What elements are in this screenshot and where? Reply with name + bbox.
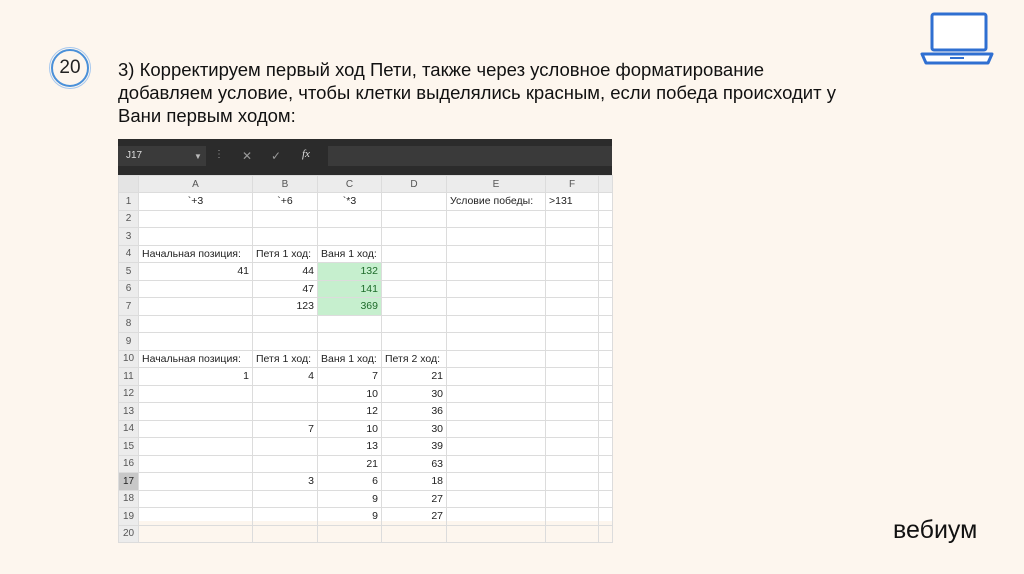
cell-b3[interactable] xyxy=(253,228,318,246)
cell-a2[interactable] xyxy=(139,210,253,228)
cell-b13[interactable] xyxy=(253,403,318,421)
cell-d1[interactable] xyxy=(382,193,447,211)
cell-a3[interactable] xyxy=(139,228,253,246)
enter-button[interactable]: ✓ xyxy=(271,149,282,163)
cell-g14[interactable] xyxy=(599,420,613,438)
cell-f11[interactable] xyxy=(546,368,599,386)
cell-g5[interactable] xyxy=(599,263,613,281)
cancel-button[interactable]: ✕ xyxy=(242,149,253,163)
table-row xyxy=(119,455,613,473)
slide-number-badge xyxy=(51,49,89,87)
cell-g18[interactable] xyxy=(599,490,613,508)
cell-g17[interactable] xyxy=(599,473,613,491)
table-row xyxy=(119,420,613,438)
table-row xyxy=(119,473,613,491)
cell-g16[interactable] xyxy=(599,455,613,473)
cell-e10[interactable] xyxy=(447,350,546,368)
cell-c10[interactable]: Ваня 1 ход: xyxy=(318,350,382,368)
cell-f5[interactable] xyxy=(546,263,599,281)
cell-b11[interactable]: 4 xyxy=(253,368,318,386)
table-row xyxy=(119,333,613,351)
cell-f20[interactable] xyxy=(546,525,599,543)
table-row xyxy=(119,368,613,386)
column-header-f[interactable]: F xyxy=(546,176,599,193)
cell-f16[interactable] xyxy=(546,455,599,473)
cell-d13[interactable]: 36 xyxy=(382,403,447,421)
cell-d4[interactable] xyxy=(382,245,447,263)
name-box-value: J17 xyxy=(126,150,143,161)
cell-d16[interactable]: 63 xyxy=(382,455,447,473)
cell-g13[interactable] xyxy=(599,403,613,421)
cell-c12[interactable]: 10 xyxy=(318,385,382,403)
cell-a15[interactable] xyxy=(139,438,253,456)
cell-b14[interactable]: 7 xyxy=(253,420,318,438)
cell-grid xyxy=(118,175,613,543)
cell-b2[interactable] xyxy=(253,210,318,228)
cell-g2[interactable] xyxy=(599,210,613,228)
cell-g20[interactable] xyxy=(599,525,613,543)
cell-f12[interactable] xyxy=(546,385,599,403)
row-header-16[interactable]: 16 xyxy=(119,455,139,473)
cell-c11[interactable]: 7 xyxy=(318,368,382,386)
cell-e20[interactable] xyxy=(447,525,546,543)
cell-a1[interactable]: `+3 xyxy=(139,193,253,211)
formula-input[interactable] xyxy=(328,146,612,166)
cell-g9[interactable] xyxy=(599,333,613,351)
cell-b8[interactable] xyxy=(253,315,318,333)
column-header-d[interactable]: D xyxy=(382,176,447,193)
cell-g7[interactable] xyxy=(599,298,613,316)
cell-e15[interactable] xyxy=(447,438,546,456)
cell-c9[interactable] xyxy=(318,333,382,351)
table-row xyxy=(119,385,613,403)
cell-g10[interactable] xyxy=(599,350,613,368)
more-dots-icon: ⋮ xyxy=(214,149,223,160)
row-header-5[interactable]: 5 xyxy=(119,263,139,281)
cell-c13[interactable]: 12 xyxy=(318,403,382,421)
cell-d3[interactable] xyxy=(382,228,447,246)
cell-c5[interactable]: 132 xyxy=(318,263,382,281)
cell-e17[interactable] xyxy=(447,473,546,491)
table-row xyxy=(119,245,613,263)
cell-b17[interactable]: 3 xyxy=(253,473,318,491)
table-row xyxy=(119,298,613,316)
cell-b1[interactable]: `+6 xyxy=(253,193,318,211)
cell-d10[interactable]: Петя 2 ход: xyxy=(382,350,447,368)
cell-e4[interactable] xyxy=(447,245,546,263)
cell-e1[interactable]: Условие победы: xyxy=(447,193,546,211)
cell-c2[interactable] xyxy=(318,210,382,228)
table-row xyxy=(119,210,613,228)
cell-d15[interactable]: 39 xyxy=(382,438,447,456)
cell-e16[interactable] xyxy=(447,455,546,473)
cell-g3[interactable] xyxy=(599,228,613,246)
cell-f4[interactable] xyxy=(546,245,599,263)
cell-e13[interactable] xyxy=(447,403,546,421)
cell-e14[interactable] xyxy=(447,420,546,438)
cell-e12[interactable] xyxy=(447,385,546,403)
row-header-10[interactable]: 10 xyxy=(119,350,139,368)
cell-d2[interactable] xyxy=(382,210,447,228)
cell-g1[interactable] xyxy=(599,193,613,211)
row-header-6[interactable]: 6 xyxy=(119,280,139,298)
cell-c4[interactable]: Ваня 1 ход: xyxy=(318,245,382,263)
cell-c19[interactable]: 9 xyxy=(318,508,382,526)
table-row xyxy=(119,403,613,421)
cell-f7[interactable] xyxy=(546,298,599,316)
cell-a8[interactable] xyxy=(139,315,253,333)
cell-b9[interactable] xyxy=(253,333,318,351)
table-row xyxy=(119,193,613,211)
cell-c20[interactable] xyxy=(318,525,382,543)
row-header-15[interactable]: 15 xyxy=(119,438,139,456)
row-header-18[interactable]: 18 xyxy=(119,490,139,508)
cell-e18[interactable] xyxy=(447,490,546,508)
cell-d9[interactable] xyxy=(382,333,447,351)
brand-logo: вебиум xyxy=(893,516,978,544)
cell-c3[interactable] xyxy=(318,228,382,246)
column-header-g[interactable] xyxy=(599,176,613,193)
cell-e19[interactable] xyxy=(447,508,546,526)
cell-f10[interactable] xyxy=(546,350,599,368)
cell-a12[interactable] xyxy=(139,385,253,403)
cell-c14[interactable]: 10 xyxy=(318,420,382,438)
cell-g11[interactable] xyxy=(599,368,613,386)
cell-a11[interactable]: 1 xyxy=(139,368,253,386)
cell-a4[interactable]: Начальная позиция: xyxy=(139,245,253,263)
cell-a14[interactable] xyxy=(139,420,253,438)
cell-a13[interactable] xyxy=(139,403,253,421)
cell-b15[interactable] xyxy=(253,438,318,456)
cell-a16[interactable] xyxy=(139,455,253,473)
cell-g8[interactable] xyxy=(599,315,613,333)
cell-f9[interactable] xyxy=(546,333,599,351)
cell-f17[interactable] xyxy=(546,473,599,491)
cell-a10[interactable]: Начальная позиция: xyxy=(139,350,253,368)
cell-a19[interactable] xyxy=(139,508,253,526)
row-header-17[interactable]: 17 xyxy=(119,473,139,491)
slide-heading: 3) Корректируем первый ход Пети, также через условное форматирование добавляем условие, чтобы клетки выделялись красным, если победа происходит у Вани первым ходом: xyxy=(118,59,836,126)
formula-bar xyxy=(118,139,612,175)
cell-g4[interactable] xyxy=(599,245,613,263)
cell-d12[interactable]: 30 xyxy=(382,385,447,403)
table-row xyxy=(119,228,613,246)
table-row xyxy=(119,350,613,368)
cell-f8[interactable] xyxy=(546,315,599,333)
row-header-1[interactable]: 1 xyxy=(119,193,139,211)
table-row xyxy=(119,438,613,456)
row-header-13[interactable]: 13 xyxy=(119,403,139,421)
row-header-9[interactable]: 9 xyxy=(119,333,139,351)
column-header-e[interactable]: E xyxy=(447,176,546,193)
row-header-12[interactable]: 12 xyxy=(119,385,139,403)
cell-f2[interactable] xyxy=(546,210,599,228)
cell-b10[interactable]: Петя 1 ход: xyxy=(253,350,318,368)
cell-e2[interactable] xyxy=(447,210,546,228)
cell-b5[interactable]: 44 xyxy=(253,263,318,281)
cell-g15[interactable] xyxy=(599,438,613,456)
table-row xyxy=(119,525,613,543)
cell-d6[interactable] xyxy=(382,280,447,298)
cell-c17[interactable]: 6 xyxy=(318,473,382,491)
cell-g19[interactable] xyxy=(599,508,613,526)
cell-b6[interactable]: 47 xyxy=(253,280,318,298)
cell-c8[interactable] xyxy=(318,315,382,333)
cell-b16[interactable] xyxy=(253,455,318,473)
row-header-8[interactable]: 8 xyxy=(119,315,139,333)
row-header-14[interactable]: 14 xyxy=(119,420,139,438)
cell-a20[interactable] xyxy=(139,525,253,543)
cell-c7[interactable]: 369 xyxy=(318,298,382,316)
cell-b7[interactable]: 123 xyxy=(253,298,318,316)
cell-d8[interactable] xyxy=(382,315,447,333)
cell-e3[interactable] xyxy=(447,228,546,246)
spreadsheet-window xyxy=(118,139,612,540)
cell-d11[interactable]: 21 xyxy=(382,368,447,386)
cell-b12[interactable] xyxy=(253,385,318,403)
cell-d20[interactable] xyxy=(382,525,447,543)
cell-g12[interactable] xyxy=(599,385,613,403)
cell-f6[interactable] xyxy=(546,280,599,298)
column-header-c[interactable]: C xyxy=(318,176,382,193)
insert-function-button[interactable]: fx xyxy=(302,148,310,160)
cell-e11[interactable] xyxy=(447,368,546,386)
cell-c18[interactable]: 9 xyxy=(318,490,382,508)
table-row xyxy=(119,315,613,333)
row-header-19[interactable]: 19 xyxy=(119,508,139,526)
select-all-corner[interactable] xyxy=(119,176,139,193)
cell-e9[interactable] xyxy=(447,333,546,351)
cell-f1[interactable]: >131 xyxy=(546,193,599,211)
column-header-b[interactable]: B xyxy=(253,176,318,193)
cell-f15[interactable] xyxy=(546,438,599,456)
cell-f14[interactable] xyxy=(546,420,599,438)
cell-c15[interactable]: 13 xyxy=(318,438,382,456)
cell-a9[interactable] xyxy=(139,333,253,351)
laptop-icon xyxy=(918,10,996,68)
cell-a18[interactable] xyxy=(139,490,253,508)
cell-d18[interactable]: 27 xyxy=(382,490,447,508)
cell-d14[interactable]: 30 xyxy=(382,420,447,438)
cell-a5[interactable]: 41 xyxy=(139,263,253,281)
cell-d5[interactable] xyxy=(382,263,447,281)
cell-c6[interactable]: 141 xyxy=(318,280,382,298)
table-row xyxy=(119,508,613,526)
cell-d17[interactable]: 18 xyxy=(382,473,447,491)
row-header-3[interactable]: 3 xyxy=(119,228,139,246)
slide-number: 20 xyxy=(59,57,81,78)
cell-e8[interactable] xyxy=(447,315,546,333)
cell-c16[interactable]: 21 xyxy=(318,455,382,473)
cell-a7[interactable] xyxy=(139,298,253,316)
cell-b19[interactable] xyxy=(253,508,318,526)
row-header-7[interactable]: 7 xyxy=(119,298,139,316)
cell-b4[interactable]: Петя 1 ход: xyxy=(253,245,318,263)
cell-d7[interactable] xyxy=(382,298,447,316)
cell-f19[interactable] xyxy=(546,508,599,526)
row-header-4[interactable]: 4 xyxy=(119,245,139,263)
cell-f13[interactable] xyxy=(546,403,599,421)
row-header-11[interactable]: 11 xyxy=(119,368,139,386)
table-row xyxy=(119,280,613,298)
name-box[interactable] xyxy=(118,146,206,166)
cell-e6[interactable] xyxy=(447,280,546,298)
cell-g6[interactable] xyxy=(599,280,613,298)
cell-e5[interactable] xyxy=(447,263,546,281)
column-header-a[interactable]: A xyxy=(139,176,253,193)
row-header-20[interactable]: 20 xyxy=(119,525,139,543)
cell-a6[interactable] xyxy=(139,280,253,298)
cell-c1[interactable]: `*3 xyxy=(318,193,382,211)
cell-e7[interactable] xyxy=(447,298,546,316)
row-header-2[interactable]: 2 xyxy=(119,210,139,228)
chevron-down-icon[interactable]: ▼ xyxy=(194,152,202,161)
table-row xyxy=(119,490,613,508)
cell-d19[interactable]: 27 xyxy=(382,508,447,526)
table-row xyxy=(119,263,613,281)
cell-b18[interactable] xyxy=(253,490,318,508)
cell-b20[interactable] xyxy=(253,525,318,543)
cell-a17[interactable] xyxy=(139,473,253,491)
cell-f18[interactable] xyxy=(546,490,599,508)
cell-f3[interactable] xyxy=(546,228,599,246)
